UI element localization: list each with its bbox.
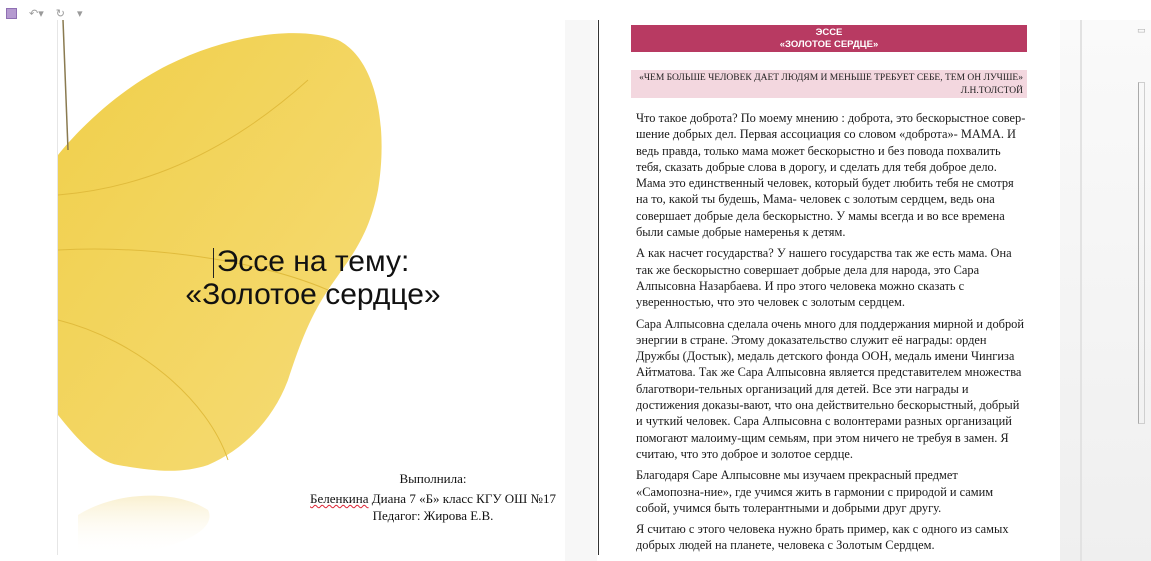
paragraph: А как насчет государства? У нашего государства так же есть мама. Она так же бескорыстно совершает добрые дела для народа, это Сара Алпысовна Назарбаева. И про этого человека можно сказать с уверенностью, что это человек с золотым сердцем.	[636, 246, 1012, 310]
teacher-line: Педагог: Жирова Е.В.	[372, 508, 494, 523]
header-line-1: ЭССЕ	[815, 27, 843, 38]
essay-body[interactable]	[636, 110, 1028, 559]
epigraph-quote: «ЧЕМ БОЛЬШЕ ЧЕЛОВЕК ДАЕТ ЛЮДЯМ И МЕНЬШЕ ТРЕБУЕТ СЕБЕ, ТЕМ ОН ЛУЧШЕ»	[639, 73, 1023, 83]
cover-page	[57, 20, 566, 555]
header-line-2: «ЗОЛОТОЕ СЕРДЦЕ»	[779, 39, 879, 50]
title-line-2: «Золотое сердце»	[185, 278, 441, 311]
paragraph: Благодаря Саре Алпысовне мы изучаем прекрасный предмет «Самопозна-ние», где учимся жить в гармонии с природой и самим собой, учимся быть толерантными и добрыми друг другу.	[636, 468, 994, 515]
customize-icon[interactable]: ▾	[76, 6, 83, 20]
vertical-scrollbar[interactable]	[1138, 82, 1145, 424]
cover-title[interactable]	[158, 245, 468, 311]
undo-icon[interactable]: ↶▾	[29, 6, 44, 20]
paragraph: Что такое доброта? По моему мнению : доброта, это бескорыстное совер-шение добрых дел. Первая ассоциация со словом «доброта»- МАМА. И ведь правда, только мама может бескорыстно и без повода похвалить тебя, сказать добрые слова в дорогу, и сделать для тебя доброе дело. Мама это единственный человек, который будет любить тебя не смотря на то, какой ты будешь, Мама- человек с золотым сердцем, ведь она совершает добрые дела бескорыстно. У мамы всегда и во все времена были самые добрые намеренья к детям.	[636, 111, 1026, 240]
performed-label: Выполнила:	[399, 471, 467, 486]
paragraph: Сара Алпысовна сделала очень много для поддержания мирной и доброй энергии в стране. Этому доказательство служит её награды: орден Дружбы (Достык), медаль детского фонда ООН, медаль имени Чингиза Айтматова. Так же Сара Алпысовна является представителем множества благотвори-тельных организаций для детей. Все эти награды и достижения доказы-вают, что она действительно бескорыстный, добрый и чуткий человек. Сара Алпысовна с волонтерами разных организаций помогают малоиму-щим семьям, при этом ничего не требуя в замен. Я считаю, что это доброе и золотое сердце.	[636, 316, 1024, 461]
epigraph	[631, 70, 1027, 98]
divider	[1080, 20, 1082, 561]
scroll-up-icon[interactable]: ▭	[1137, 26, 1146, 36]
title-line-1: Эссе на тему:	[216, 245, 410, 278]
save-icon[interactable]	[6, 8, 17, 19]
author-line	[298, 490, 566, 507]
epigraph-author: Л.Н.ТОЛСТОЙ	[960, 86, 1023, 96]
paragraph: Я считаю с этого человека нужно брать пример, как с одного из самых добрых людей на планете, человека с Золотым Сердцем.	[636, 522, 1009, 553]
author-rest: Диана 7 «Б» класс КГУ ОШ №17	[368, 491, 556, 506]
essay-page	[598, 20, 1061, 555]
credits	[298, 470, 566, 524]
page-gap	[565, 20, 597, 561]
essay-header	[631, 25, 1027, 52]
redo-icon[interactable]: ↻	[55, 6, 65, 20]
author-surname: Беленкина	[310, 491, 369, 506]
